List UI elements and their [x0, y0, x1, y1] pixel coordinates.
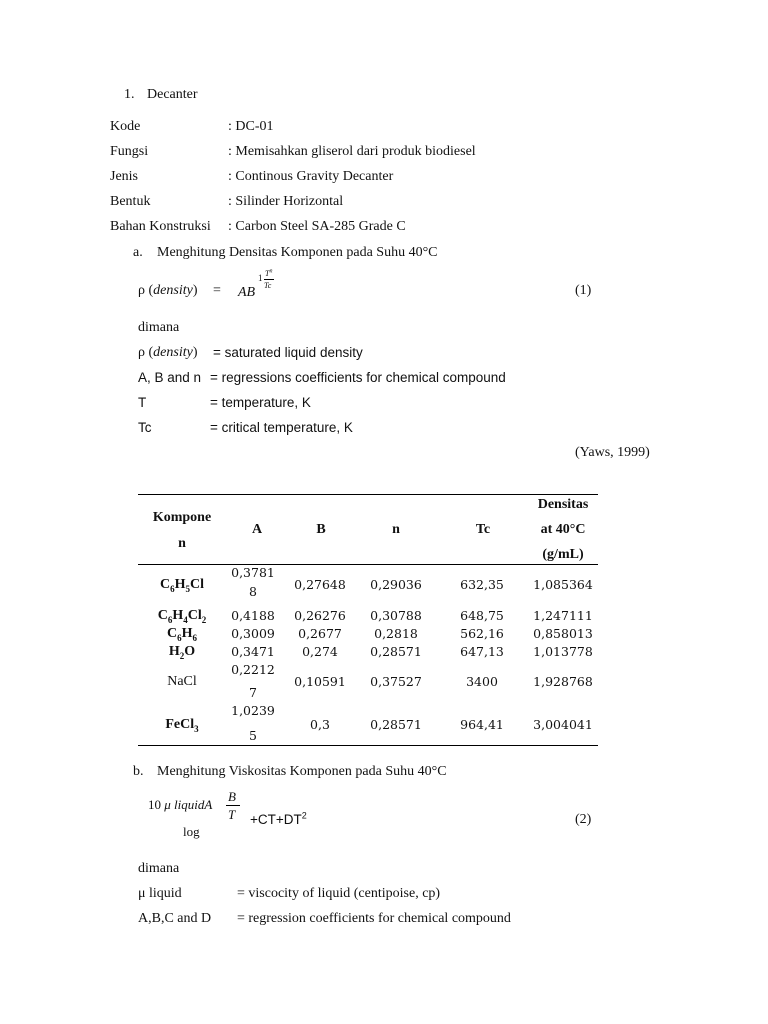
- row-n: 0,30788: [370, 608, 422, 623]
- def-a-t-symbol: T: [138, 395, 147, 410]
- eq1-density: density: [153, 283, 193, 298]
- section-number: 1.: [124, 87, 135, 102]
- header-densitas-1: Densitas: [537, 497, 589, 512]
- eq1-rho: ρ (: [138, 283, 154, 298]
- row-b: 0,26276: [294, 608, 346, 623]
- row-a: 0,3471: [231, 644, 275, 659]
- row-a-wrap: 7: [249, 685, 257, 700]
- def-a-tc-text: = critical temperature, K: [210, 420, 353, 435]
- row-tc: 647,13: [460, 644, 504, 659]
- eq1-exp-lead: 1: [258, 273, 263, 283]
- def-a-abn-symbol: A, B and n: [138, 370, 202, 385]
- section-title: Decanter: [147, 87, 198, 102]
- dimana-b: dimana: [138, 861, 180, 876]
- row-b: 0,10591: [294, 674, 346, 689]
- eq1-equals: =: [213, 283, 221, 298]
- spec-value-jenis: : Continous Gravity Decanter: [228, 169, 394, 184]
- eq2-number: (2): [575, 812, 592, 827]
- row-component-name: NaCl: [167, 674, 197, 689]
- row-a: 0,4188: [231, 608, 275, 623]
- def-a-rho-symbol: ρ (density): [138, 345, 198, 360]
- def-a-rho-text: = saturated liquid density: [213, 345, 363, 360]
- row-n: 0,29036: [370, 577, 422, 592]
- row-b: 0,3: [310, 717, 330, 732]
- spec-label-bahan: Bahan Konstruksi: [110, 219, 211, 234]
- eq2-mu-liquid: μ liquid: [164, 797, 205, 812]
- eq2-a: A: [204, 797, 213, 812]
- row-component-name: $C_6H_6$: [166, 626, 197, 643]
- spec-value-bahan: : Carbon Steel SA-285 Grade C: [228, 219, 406, 234]
- header-tc: Tc: [475, 522, 491, 537]
- row-component-name: FeCl$_3$: [165, 717, 199, 734]
- eq1-exp-num-sup: n: [269, 268, 273, 275]
- row-n: 0,28571: [370, 644, 422, 659]
- row-component-name: $C_6H_5Cl$: [159, 577, 204, 594]
- header-a: A: [251, 522, 263, 537]
- def-b-abcd-symbol: A,B,C and D: [138, 911, 212, 926]
- citation: (Yaws, 1999): [575, 445, 650, 460]
- eq1-fraction-bar: [264, 279, 274, 280]
- header-densitas-2: at 40°C: [540, 522, 586, 537]
- row-densitas: 3,004041: [533, 717, 593, 732]
- row-a: 0,3781: [231, 565, 275, 580]
- table-bottom-rule: [138, 745, 598, 746]
- spec-value-kode: : DC-01: [228, 119, 274, 134]
- subsection-a-marker: a.: [133, 245, 143, 260]
- spec-label-jenis: Jenis: [110, 169, 138, 184]
- header-n: n: [392, 522, 400, 537]
- def-a-t-text: = temperature, K: [210, 395, 311, 410]
- row-b: 0,27648: [294, 577, 346, 592]
- row-densitas: 1,247111: [533, 608, 593, 623]
- subsection-b-title: Menghitung Viskositas Komponen pada Suhu 40°C: [157, 764, 447, 779]
- table-header-rule: [138, 564, 598, 565]
- eq1-exp-num: T: [265, 269, 270, 278]
- subsection-b-marker: b.: [133, 764, 144, 779]
- header-komponen-1: Kompone: [152, 510, 212, 525]
- header-densitas-3: (g/mL): [542, 547, 584, 562]
- dimana-a: dimana: [138, 320, 180, 335]
- row-tc: 632,35: [460, 577, 504, 592]
- eq2-lead: 10: [148, 797, 161, 812]
- def-a-abn-text: = regressions coefficients for chemical compound: [210, 370, 506, 385]
- eq1-exp-den: Tc: [264, 281, 272, 290]
- row-densitas: 1,928768: [533, 674, 593, 689]
- spec-label-fungsi: Fungsi: [110, 144, 149, 159]
- def-b-mu-text: = viscocity of liquid (centipoise, cp): [237, 886, 441, 901]
- row-n: 0,28571: [370, 717, 422, 732]
- row-n: 0,37527: [370, 674, 422, 689]
- spec-label-bentuk: Bentuk: [110, 194, 151, 209]
- row-tc: 3400: [466, 674, 498, 689]
- row-densitas: 1,013778: [533, 644, 593, 659]
- row-a: 0,3009: [231, 626, 275, 641]
- row-tc: 964,41: [460, 717, 504, 732]
- subsection-a-title: Menghitung Densitas Komponen pada Suhu 40°C: [157, 245, 438, 260]
- spec-value-fungsi: : Memisahkan gliserol dari produk biodiesel: [228, 144, 476, 159]
- row-a-wrap: 5: [249, 728, 257, 743]
- row-b: 0,2677: [298, 626, 342, 641]
- header-komponen-2: n: [178, 536, 186, 551]
- eq2-frac-den: T: [228, 807, 236, 822]
- def-b-mu-symbol: μ liquid: [138, 886, 182, 901]
- row-component-name: $C_6H_4Cl_2$: [157, 608, 207, 625]
- def-a-tc-symbol: Tc: [138, 420, 152, 435]
- table-top-rule: [138, 494, 598, 495]
- header-b: B: [316, 522, 326, 537]
- row-b: 0,274: [302, 644, 338, 659]
- row-tc: 648,75: [460, 608, 504, 623]
- row-densitas: 1,085364: [533, 577, 593, 592]
- eq2-rest-sup: 2: [301, 810, 307, 821]
- row-a: 1,0239: [231, 703, 275, 718]
- eq1-close: ): [192, 283, 198, 298]
- spec-value-bentuk: : Silinder Horizontal: [228, 194, 344, 209]
- spec-label-kode: Kode: [110, 119, 141, 134]
- eq1-base: AB: [238, 285, 256, 300]
- row-tc: 562,16: [460, 626, 504, 641]
- eq1-number: (1): [575, 283, 592, 298]
- row-a-wrap: 8: [249, 584, 257, 599]
- row-component-name: $H_2O$: [168, 644, 196, 661]
- eq2-log: log: [183, 824, 200, 839]
- eq2-frac-num: B: [228, 789, 236, 804]
- row-n: 0,2818: [374, 626, 418, 641]
- row-densitas: 0,858013: [533, 626, 593, 641]
- eq2-rest: +CT+DT: [250, 812, 302, 827]
- def-b-abcd-text: = regression coefficients for chemical compound: [237, 911, 511, 926]
- row-a: 0,2212: [231, 662, 275, 677]
- eq2-fraction-bar: [226, 805, 240, 806]
